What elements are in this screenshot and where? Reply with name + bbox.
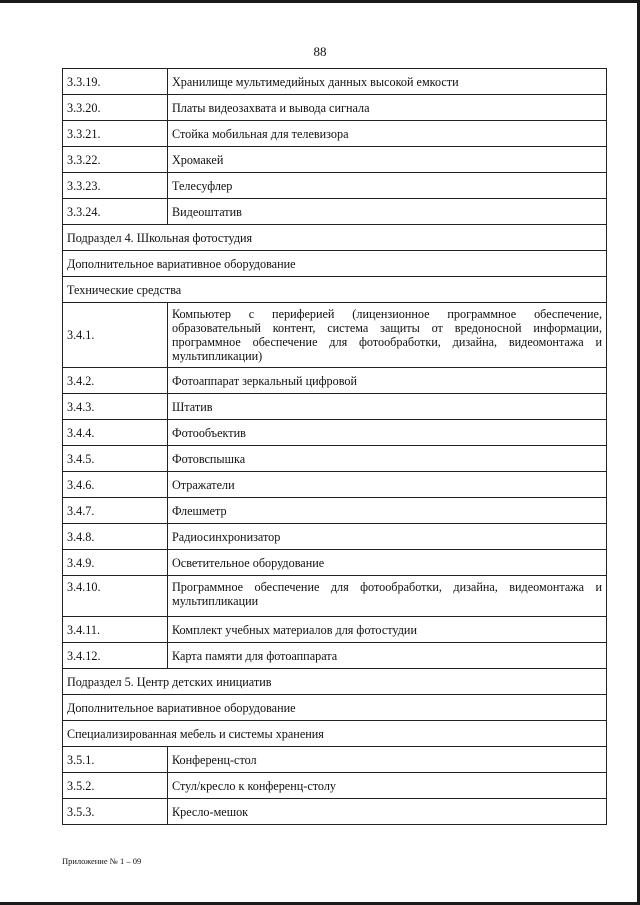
item-number: 3.4.7. [63,498,168,524]
table-row [63,173,607,199]
section-heading: Подраздел 5. Центр детских инициатив [63,669,607,695]
item-name: Отражатели [168,472,607,498]
footer-appendix-label: Приложение № 1 – 09 [62,856,142,866]
item-name: Кресло-мешок [168,799,607,825]
item-number: 3.4.6. [63,472,168,498]
section-row [63,721,607,747]
table-row [63,199,607,225]
item-number: 3.5.1. [63,747,168,773]
table-row [63,446,607,472]
equipment-table-body [63,69,607,825]
item-number: 3.4.9. [63,550,168,576]
item-name: Платы видеозахвата и вывода сигнала [168,95,607,121]
item-name: Телесуфлер [168,173,607,199]
item-number: 3.4.1. [63,303,168,368]
table-row [63,550,607,576]
section-heading: Технические средства [63,277,607,303]
table-row [63,617,607,643]
table-row [63,524,607,550]
item-number: 3.4.11. [63,617,168,643]
item-name: Видеоштатив [168,199,607,225]
item-number: 3.5.2. [63,773,168,799]
section-row [63,251,607,277]
item-number: 3.4.8. [63,524,168,550]
table-row [63,394,607,420]
item-name: Фотоаппарат зеркальный цифровой [168,368,607,394]
section-row [63,225,607,251]
scan-border-top [0,0,640,3]
item-name: Фотовспышка [168,446,607,472]
item-number: 3.4.5. [63,446,168,472]
table-row [63,147,607,173]
item-name: Компьютер с периферией (лицензионное программное обеспечение, образовательный контент, система защиты от вредоносной информации, программное обеспечение для фотообработки, дизайна, видеомонтажа и мультипликации) [168,303,607,368]
table-row [63,747,607,773]
section-heading: Подраздел 4. Школьная фотостудия [63,225,607,251]
item-number: 3.3.22. [63,147,168,173]
item-name: Осветительное оборудование [168,550,607,576]
section-heading: Специализированная мебель и системы хранения [63,721,607,747]
item-number: 3.3.24. [63,199,168,225]
table-row [63,368,607,394]
table-row [63,773,607,799]
item-name: Программное обеспечение для фотообработки, дизайна, видеомонтажа и мультипликации [168,576,607,617]
table-row [63,472,607,498]
section-heading: Дополнительное вариативное оборудование [63,251,607,277]
section-row [63,277,607,303]
item-number: 3.4.4. [63,420,168,446]
item-number: 3.3.20. [63,95,168,121]
table-row [63,303,607,368]
item-name: Фотообъектив [168,420,607,446]
item-number: 3.4.2. [63,368,168,394]
item-name: Радиосинхронизатор [168,524,607,550]
table-row [63,799,607,825]
item-number: 3.3.19. [63,69,168,95]
table-row [63,95,607,121]
item-name: Стойка мобильная для телевизора [168,121,607,147]
table-row [63,643,607,669]
item-number: 3.3.23. [63,173,168,199]
table-row [63,576,607,617]
item-name: Комплект учебных материалов для фотостудии [168,617,607,643]
item-number: 3.3.21. [63,121,168,147]
section-heading: Дополнительное вариативное оборудование [63,695,607,721]
section-row [63,669,607,695]
page-number: 88 [313,44,327,59]
item-name: Стул/кресло к конференц-столу [168,773,607,799]
item-number: 3.4.10. [63,576,168,617]
item-name: Конференц-стол [168,747,607,773]
equipment-table [62,68,607,825]
table-row [63,121,607,147]
table-row [63,420,607,446]
item-name: Хромакей [168,147,607,173]
table-row [63,498,607,524]
item-name: Флешметр [168,498,607,524]
section-row [63,695,607,721]
item-name: Хранилище мультимедийных данных высокой емкости [168,69,607,95]
item-number: 3.4.12. [63,643,168,669]
item-number: 3.4.3. [63,394,168,420]
item-number: 3.5.3. [63,799,168,825]
table-row [63,69,607,95]
item-name: Штатив [168,394,607,420]
item-name: Карта памяти для фотоаппарата [168,643,607,669]
